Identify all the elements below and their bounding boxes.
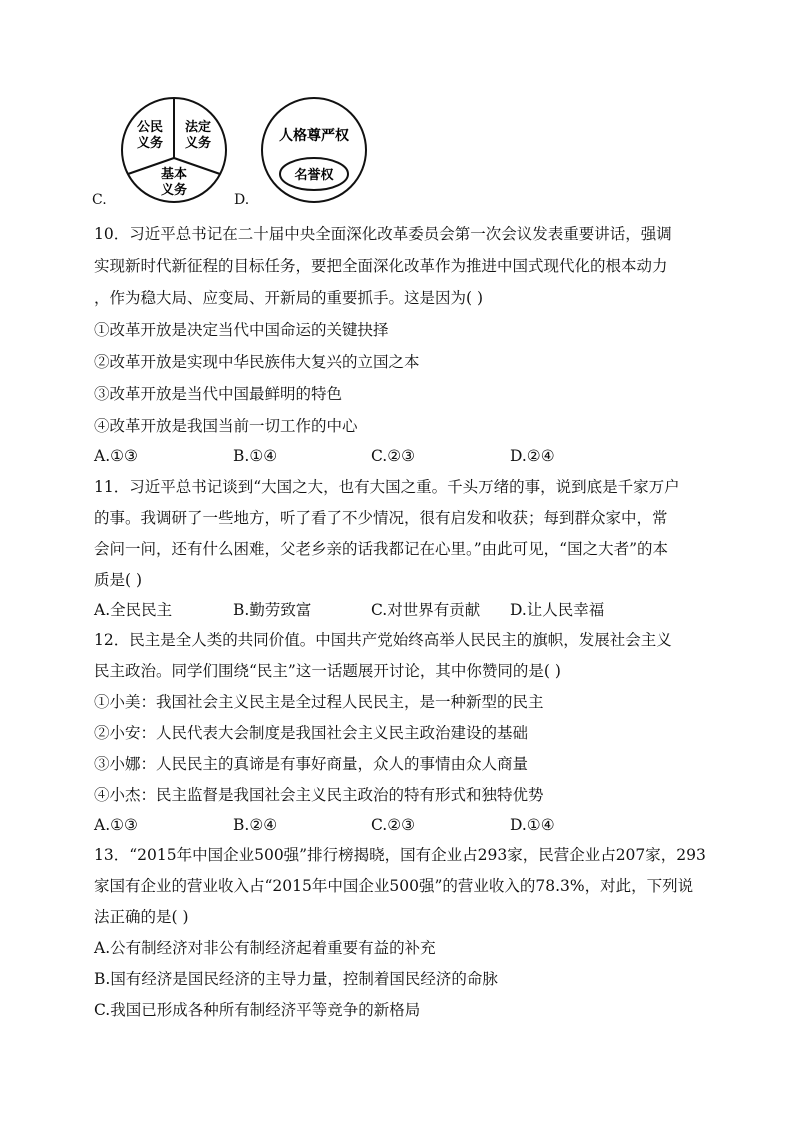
q11-option-c: C.对世界有贡献 — [371, 601, 481, 619]
q11-line-1: 11．习近平总书记谈到“大国之大，也有大国之重。千头万绪的事，说到底是千家万户 — [94, 478, 680, 496]
q12-statement-2: ②小安：人民代表大会制度是我国社会主义民主政治建设的基础 — [94, 724, 529, 742]
q11-line-3: 会问一问，还有什么困难，父老乡亲的话我都记在心里。”由此可见，“国之大者”的本 — [94, 540, 669, 558]
inner-label: 名誉权 — [294, 168, 334, 183]
segment-right-line1: 法定 — [184, 120, 212, 135]
q11-option-d: D.让人民幸福 — [510, 601, 605, 619]
segment-left-line2: 义务 — [136, 136, 164, 151]
q10-option-a: A.①③ — [94, 447, 138, 465]
q12-option-c: C.②③ — [371, 816, 416, 834]
q12-option-a: A.①③ — [94, 816, 138, 834]
figure-c-letter: C. — [92, 192, 107, 208]
outer-label: 人格尊严权 — [279, 128, 349, 144]
segment-bottom-line1: 基本 — [160, 167, 188, 182]
q11-line-4: 质是( ) — [94, 571, 143, 589]
segment-right-line2: 义务 — [184, 136, 212, 151]
q12-statement-3: ③小娜：人民民主的真谛是有事好商量，众人的事情由众人商量 — [94, 755, 529, 773]
q12-option-d: D.①④ — [510, 816, 555, 834]
q12-line-1: 12．民主是全人类的共同价值。中国共产党始终高举人民民主的旗帜，发展社会主义 — [94, 631, 672, 649]
q13-line-1: 13．“2015年中国企业500强”排行榜揭晓，国有企业占293家，民营企业占207家，293 — [94, 846, 706, 864]
segment-bottom-line2: 义务 — [160, 183, 188, 198]
q12-option-b: B.②④ — [233, 816, 278, 834]
figure-row — [92, 96, 392, 211]
q10-statement-2: ②改革开放是实现中华民族伟大复兴的立国之本 — [94, 353, 420, 371]
figure-d-nested-diagram — [254, 96, 376, 206]
q10-statement-1: ①改革开放是决定当代中国命运的关键抉择 — [94, 321, 389, 339]
q12-line-2: 民主政治。同学们围绕“民主”这一话题展开讨论，其中你赞同的是( ) — [94, 662, 561, 680]
q12-statement-1: ①小美：我国社会主义民主是全过程人民民主，是一种新型的民主 — [94, 693, 544, 711]
q13-option-b: B.国有经济是国民经济的主导力量，控制着国民经济的命脉 — [94, 970, 498, 988]
outer-circle — [262, 98, 366, 202]
q13-line-3: 法正确的是( ) — [94, 908, 189, 926]
q13-line-2: 家国有企业的营业收入占“2015年中国企业500强”的营业收入的78.3%，对此，下列说 — [94, 877, 694, 895]
q11-option-a: A.全民民主 — [94, 601, 173, 619]
q10-option-d: D.②④ — [510, 447, 555, 465]
q10-statement-3: ③改革开放是当代中国最鲜明的特色 — [94, 385, 343, 403]
q12-statement-4: ④小杰：民主监督是我国社会主义民主政治的特有形式和独特优势 — [94, 786, 544, 804]
figure-c-pie-diagram — [114, 96, 236, 206]
q10-line-3: ，作为稳大局、应变局、开新局的重要抓手。这是因为( ) — [94, 289, 484, 307]
q10-line-1: 10．习近平总书记在二十届中央全面深化改革委员会第一次会议发表重要讲话，强调 — [94, 225, 672, 243]
q11-line-2: 的事。我调研了一些地方，听了看了不少情况，很有启发和收获；每到群众家中，常 — [94, 509, 668, 527]
segment-left-line1: 公民 — [136, 120, 164, 135]
q10-option-c: C.②③ — [371, 447, 416, 465]
q13-option-c: C.我国已形成各种所有制经济平等竞争的新格局 — [94, 1001, 421, 1019]
q10-option-b: B.①④ — [233, 447, 278, 465]
q11-option-b: B.勤劳致富 — [233, 601, 312, 619]
q13-option-a: A.公有制经济对非公有制经济起着重要有益的补充 — [94, 939, 436, 957]
q10-line-2: 实现新时代新征程的目标任务，要把全面深化改革作为推进中国式现代化的根本动力 — [94, 257, 668, 275]
figure-d-letter: D. — [234, 192, 250, 208]
q10-statement-4: ④改革开放是我国当前一切工作的中心 — [94, 417, 358, 435]
